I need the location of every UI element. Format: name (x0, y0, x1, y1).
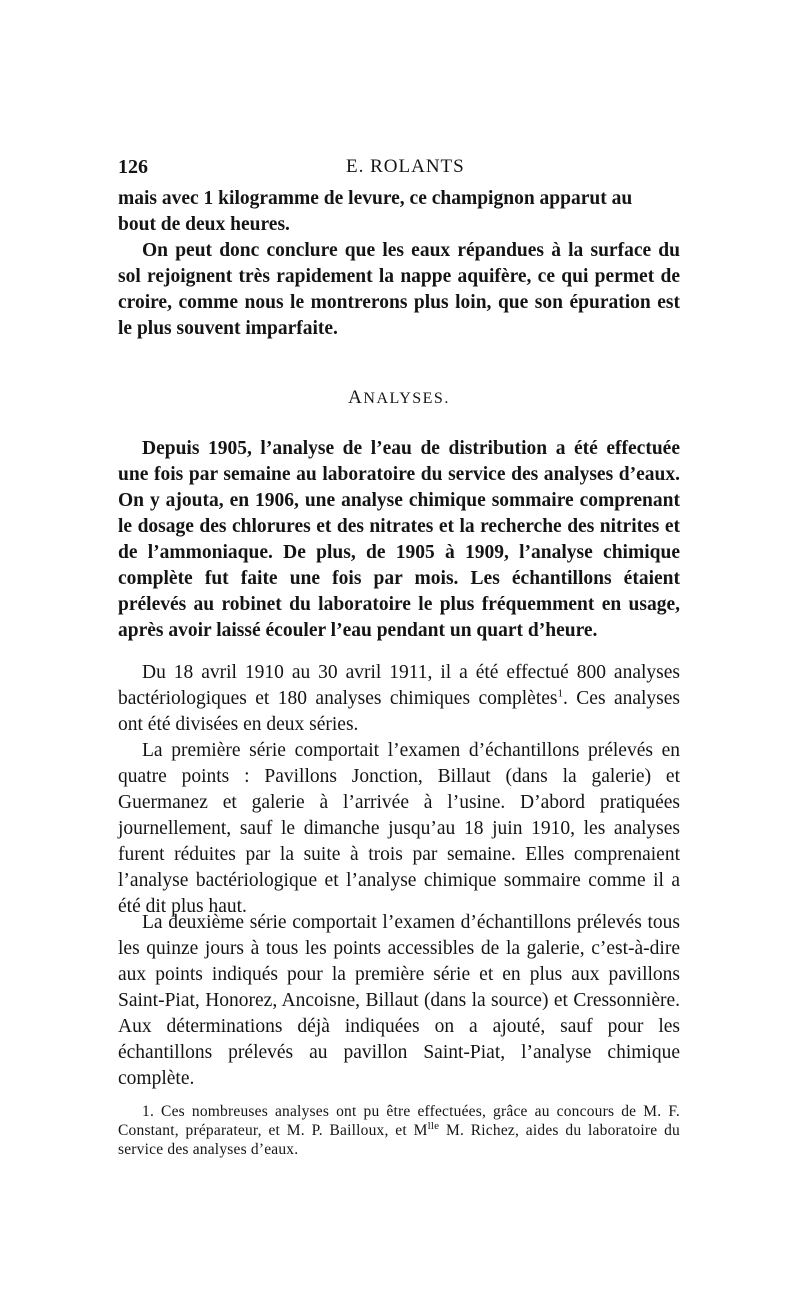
text-line: bout de deux heures. (118, 214, 290, 235)
running-head (118, 150, 678, 180)
paragraph-analyses-count (118, 660, 680, 738)
footnote-text: 1. Ces nombreuses analyses ont pu être effectuées, grâce au concours de M. F. Constant, préparateur, et M. P. Bailloux, et M (118, 1103, 680, 1139)
section-heading-initial: A (348, 387, 364, 408)
paragraph-main: Du 18 avril 1910 au 30 avril 1911, il a été effectué 800 analyses bactériologiques et 180 analyses chimiques complètes (118, 662, 680, 709)
paragraph-second-series (118, 910, 680, 1092)
footnote-text-end: M. Richez, aides du laboratoire du service des analyses d’eaux. (118, 1122, 681, 1158)
page-number: 126 (118, 156, 148, 178)
paragraph-analyses-history (118, 436, 680, 644)
conclusion-paragraph: On peut donc conclure que les eaux répandues à la surface du sol rejoignent très rapidement la nappe aquifère, ce qui permet de croire, comme nous le montrerons plus loin, que son épuration est le plus souvent imparfaite. (118, 240, 680, 339)
paragraph-first-series (118, 738, 680, 920)
running-title: E. ROLANTS (346, 156, 465, 177)
paragraph-text: La première série comportait l’examen d’échantillons prélevés en quatre points : Pavillons Jonction, Billaut (dans la galerie) et Guermanez et galerie à l’arrivée à l’usine. D’abord pratiquées journellement, sauf le dimanche jusqu’au 18 juin 1910, les analyses furent réduites par la suite à trois par semaine. Elles comprenaient l’analyse bactériologique et l’analyse chimique sommaire comme il a été dit plus haut. (118, 740, 680, 917)
footnote-reference: 1 (557, 687, 563, 700)
section-heading-rest: NALYSES. (363, 390, 450, 407)
paragraph-end: . Ces analyses ont été divisées en deux séries. (118, 688, 680, 735)
paragraph-text (118, 660, 680, 738)
footnote (118, 1102, 680, 1159)
paragraph-text: Depuis 1905, l’analyse de l’eau de distribution a été effectuée une fois par semaine au laboratoire du service des analyses d’eaux. On y ajouta, en 1906, une analyse chimique sommaire comprenant le dosage des chlorures et des nitrates et la recherche des nitrites et de l’ammoniaque. De plus, de 1905 à 1909, l’analyse chimique complète fut faite une fois par mois. Les échantillons étaient prélevés au robinet du laboratoire le plus fréquemment en usage, après avoir laissé écouler l’eau pendant un quart d’heure. (118, 438, 680, 641)
section-heading (118, 387, 680, 409)
text-line: mais avec 1 kilogramme de levure, ce champignon apparut au (118, 188, 633, 209)
paragraph-text: La deuxième série comportait l’examen d’échantillons prélevés tous les quinze jours à tous les points accessibles de la galerie, c’est-à-dire aux points indiqués pour la première série et en plus aux pavillons Saint-Piat, Honorez, Ancoisne, Billaut (dans la source) et Cressonnière. Aux déterminations déjà indiquées on a ajouté, sauf pour les échantillons prélevés au pavillon Saint-Piat, l’analyse chimique complète. (118, 912, 680, 1089)
footnote-superscript: lle (427, 1119, 440, 1132)
continued-paragraph (118, 186, 680, 342)
